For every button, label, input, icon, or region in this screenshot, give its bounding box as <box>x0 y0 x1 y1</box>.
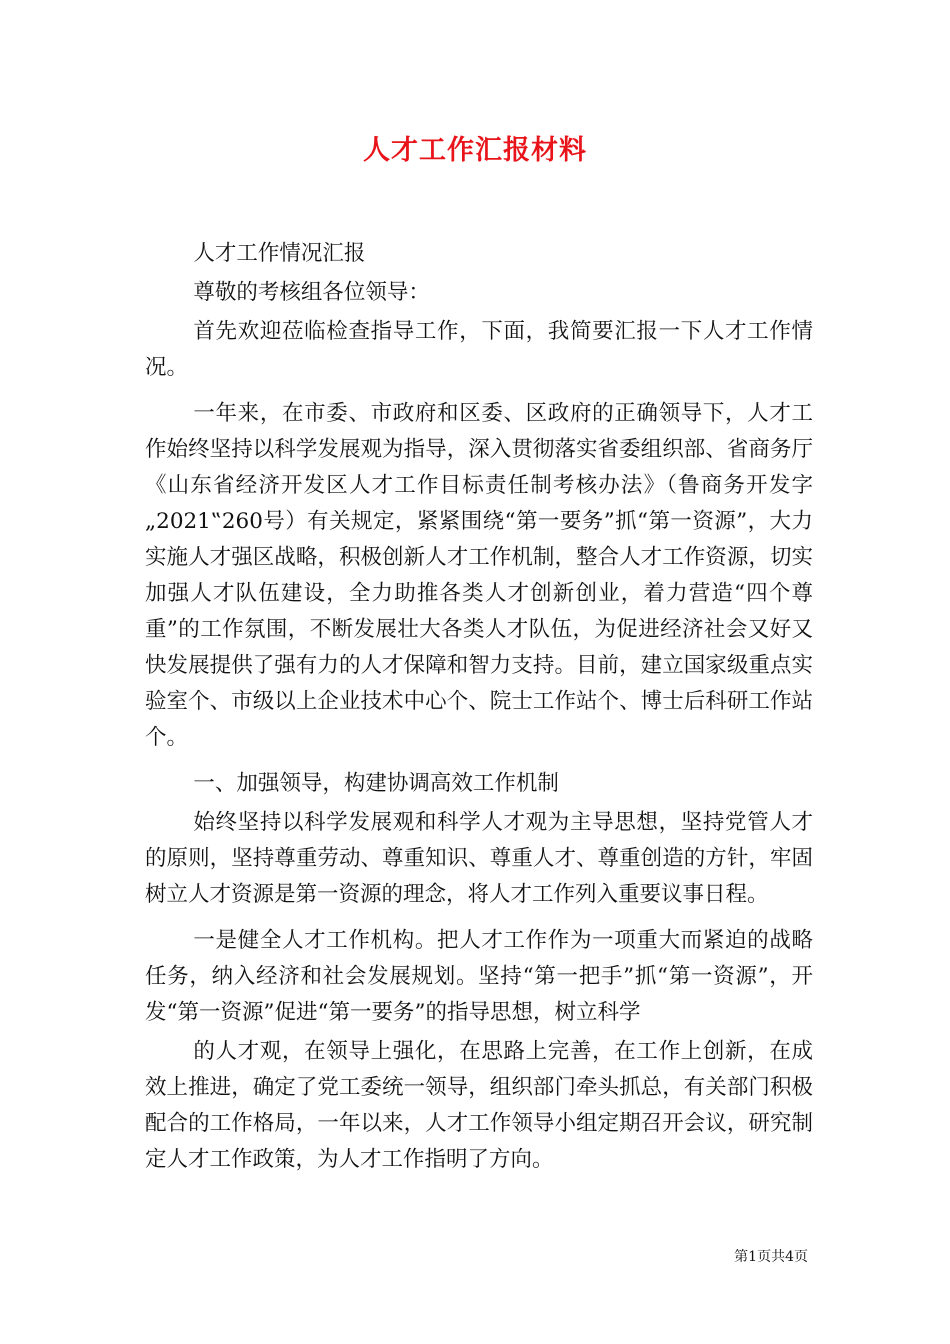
salutation: 尊敬的考核组各位领导： <box>193 280 430 305</box>
document-title: 人才工作汇报材料 <box>363 135 587 166</box>
section-1-item-1-continued: 的人才观，在领导上强化，在思路上完善，在工作上创新，在成效上推进，确定了党工委统一领导，组织部门牵头抓总，有关部门积极配合的工作格局，一年以来，人才工作领导小组定期召开会议，研究制定人才工作政策，为人才工作指明了方向。 <box>145 1039 813 1172</box>
page-number: 第1页共4页 <box>734 1249 808 1265</box>
report-heading: 人才工作情况汇报 <box>193 241 366 266</box>
section-heading-1: 一、加强领导，构建协调高效工作机制 <box>193 771 559 796</box>
section-1-paragraph: 始终坚持以科学发展观和科学人才观为主导思想，坚持党管人才的原则，坚持尊重劳动、尊重知识、尊重人才、尊重创造的方针，牢固树立人才资源是第一资源的理念，将人才工作列入重要议事日程。 <box>145 810 813 907</box>
section-1-item-1: 一是健全人才工作机构。把人才工作作为一项重大而紧迫的战略任务，纳入经济和社会发展规划。坚持“第一把手”抓“第一资源”，开发“第一资源”促进“第一要务”的指导思想，树立科学 <box>145 928 813 1025</box>
intro-paragraph: 首先欢迎莅临检查指导工作，下面，我简要汇报一下人才工作情况。 <box>145 319 813 380</box>
overview-paragraph: 一年来，在市委、市政府和区委、区政府的正确领导下，人才工作始终坚持以科学发展观为指导，深入贯彻落实省委组织部、省商务厅《山东省经济开发区人才工作目标责任制考核办法》（鲁商务开发字„2021‟260号）有关规定，紧紧围绕“第一要务”抓“第一资源”，大力实施人才强区战略，积极创新人才工作机制，整合人才工作资源，切实加强人才队伍建设，全力助推各类人才创新创业，着力营造“四个尊重”的工作氛围，不断发展壮大各类人才队伍，为促进经济社会又好又快发展提供了强有力的人才保障和智力支持。目前，建立国家级重点实验室个、市级以上企业技术中心个、院士工作站个、博士后科研工作站个。 <box>145 401 813 750</box>
document-body <box>145 236 813 1188</box>
